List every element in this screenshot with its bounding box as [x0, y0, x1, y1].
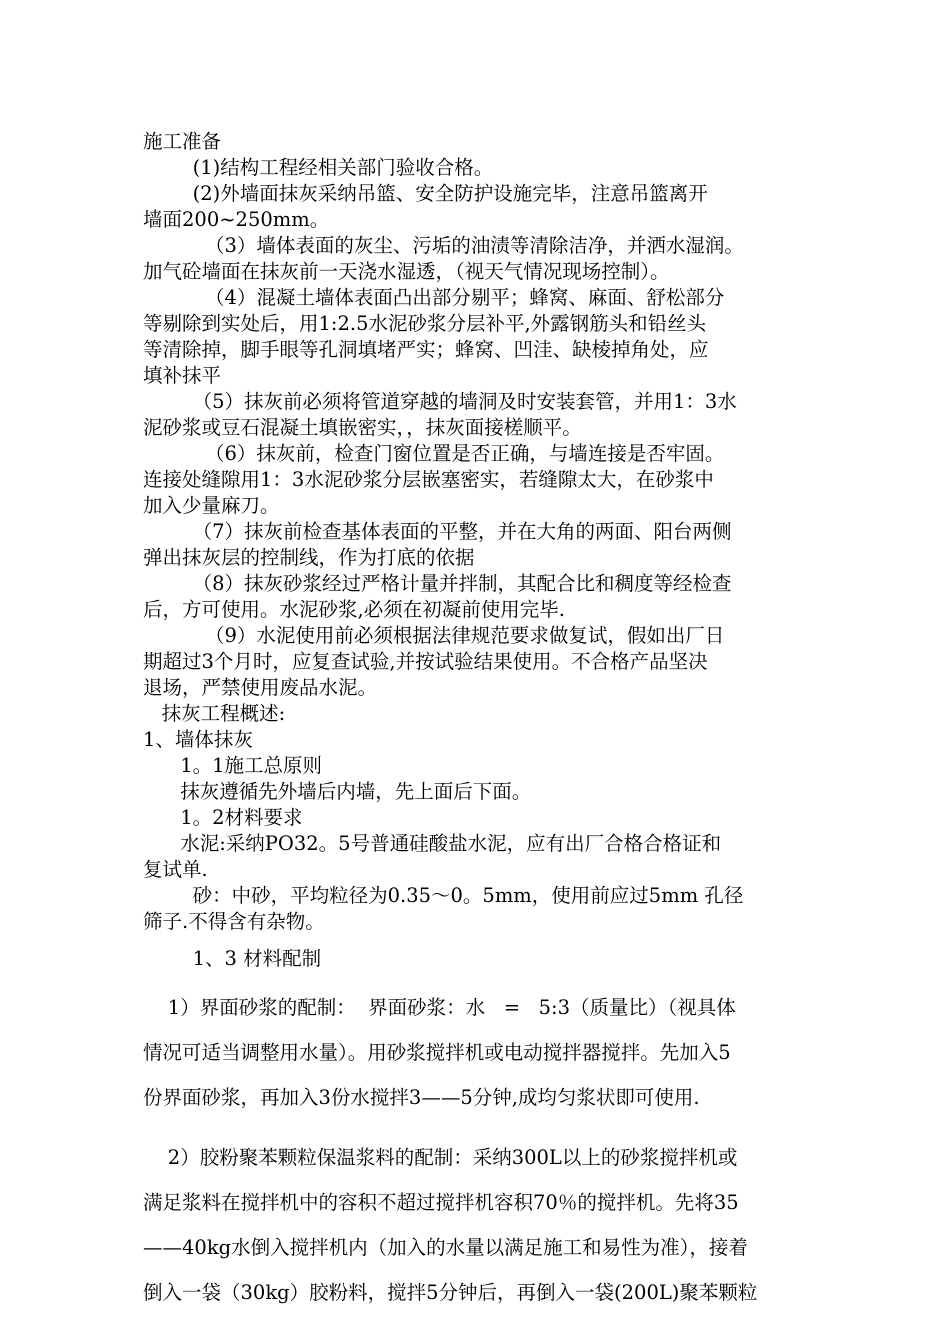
subsection-heading: 1、3 材料配制 [143, 947, 322, 970]
paragraph-line: （7）抹灰前检查基体表面的平整，并在大角的两面、阳台两侧 [143, 520, 732, 543]
paragraph-line: 筛子.不得含有杂物。 [143, 910, 325, 933]
paragraph-line: （8）抹灰砂浆经过严格计量并拌制，其配合比和稠度等经检查 [143, 572, 732, 595]
paragraph-line: （4）混凝土墙体表面凸出部分剔平；蜂窝、麻面、舒松部分 [143, 286, 725, 309]
paragraph-line: （9）水泥使用前必须根据法律规范要求做复试，假如出厂日 [143, 624, 725, 647]
paragraph-line: 泥砂浆或豆石混凝土填嵌密实，，抹灰面接槎顺平。 [143, 416, 582, 439]
section-heading-wall-plastering: 1、墙体抹灰 [143, 728, 253, 751]
paragraph-line: 份界面砂浆，再加入3份水搅拌3——5分钟,成均匀浆状即可使用. [143, 1086, 700, 1109]
section-heading-construction-prep: 施工准备 [143, 130, 222, 153]
paragraph-line: ——40kg水倒入搅拌机内（加入的水量以满足施工和易性为准），接着 [143, 1236, 748, 1259]
paragraph-line: 复试单. [143, 858, 208, 881]
paragraph-line: （5）抹灰前必须将管道穿越的墙洞及时安装套管，并用1：3水 [143, 390, 737, 413]
paragraph-line: 后，方可使用。水泥砂浆,必须在初凝前使用完毕. [143, 598, 565, 621]
paragraph-line: 水泥:采纳PO32。5号普通硅酸盐水泥，应有出厂合格合格证和 [143, 832, 722, 855]
paragraph-line: 墙面200~250mm。 [143, 208, 330, 231]
paragraph-line: 等剔除到实处后，用1:2.5水泥砂浆分层补平,外露钢筋头和铅丝头 [143, 312, 707, 335]
paragraph-line: 期超过3个月时，应复查试验,并按试验结果使用。不合格产品坚决 [143, 650, 708, 673]
paragraph-line: 情况可适当调整用水量）。用砂浆搅拌机或电动搅拌器搅拌。先加入5 [143, 1041, 731, 1064]
paragraph-line: （3）墙体表面的灰尘、污垢的油渍等清除洁净，并洒水湿润。 [143, 234, 744, 257]
subsection-heading: 1。2材料要求 [143, 806, 303, 829]
paragraph-line: 弹出抹灰层的控制线，作为打底的依据 [143, 546, 475, 569]
paragraph-line: (1)结构工程经相关部门验收合格。 [143, 156, 494, 179]
paragraph-line: 等清除掉，脚手眼等孔洞填堵严实；蜂窝、凹洼、缺棱掉角处，应 [143, 338, 709, 361]
paragraph-line: 1）界面砂浆的配制： 界面砂浆：水 = 5:3（质量比）（视具体 [143, 996, 736, 1019]
paragraph-line: 连接处缝隙用1：3水泥砂浆分层嵌塞密实，若缝隙太大，在砂浆中 [143, 468, 714, 491]
paragraph-line: (2)外墙面抹灰采纳吊篮、安全防护设施完毕，注意吊篮离开 [143, 182, 708, 205]
paragraph-line: 2）胶粉聚苯颗粒保温浆料的配制：采纳300L以上的砂浆搅拌机或 [143, 1146, 738, 1169]
paragraph-line: （6）抹灰前，检查门窗位置是否正确，与墙连接是否牢固。 [143, 442, 725, 465]
paragraph-line: 退场，严禁使用废品水泥。 [143, 676, 378, 699]
paragraph-line: 加气砼墙面在抹灰前一天浇水湿透，（视天气情况现场控制）。 [143, 260, 670, 283]
section-heading-plastering-overview: 抹灰工程概述: [143, 702, 286, 725]
subsection-heading: 1。1施工总原则 [143, 754, 323, 777]
paragraph-line: 满足浆料在搅拌机中的容积不超过搅拌机容积70％的搅拌机。先将35 [143, 1191, 739, 1214]
paragraph-line: 填补抹平 [143, 364, 222, 387]
paragraph-line: 砂：中砂，平均粒径为0.35～0。5mm，使用前应过5mm 孔径 [143, 884, 744, 907]
paragraph-line: 抹灰遵循先外墙后内墙，先上面后下面。 [143, 780, 532, 803]
paragraph-line: 加入少量麻刀。 [143, 494, 280, 517]
paragraph-line: 倒入一袋（30kg）胶粉料，搅拌5分钟后，再倒入一袋(200L)聚苯颗粒 [143, 1281, 758, 1304]
